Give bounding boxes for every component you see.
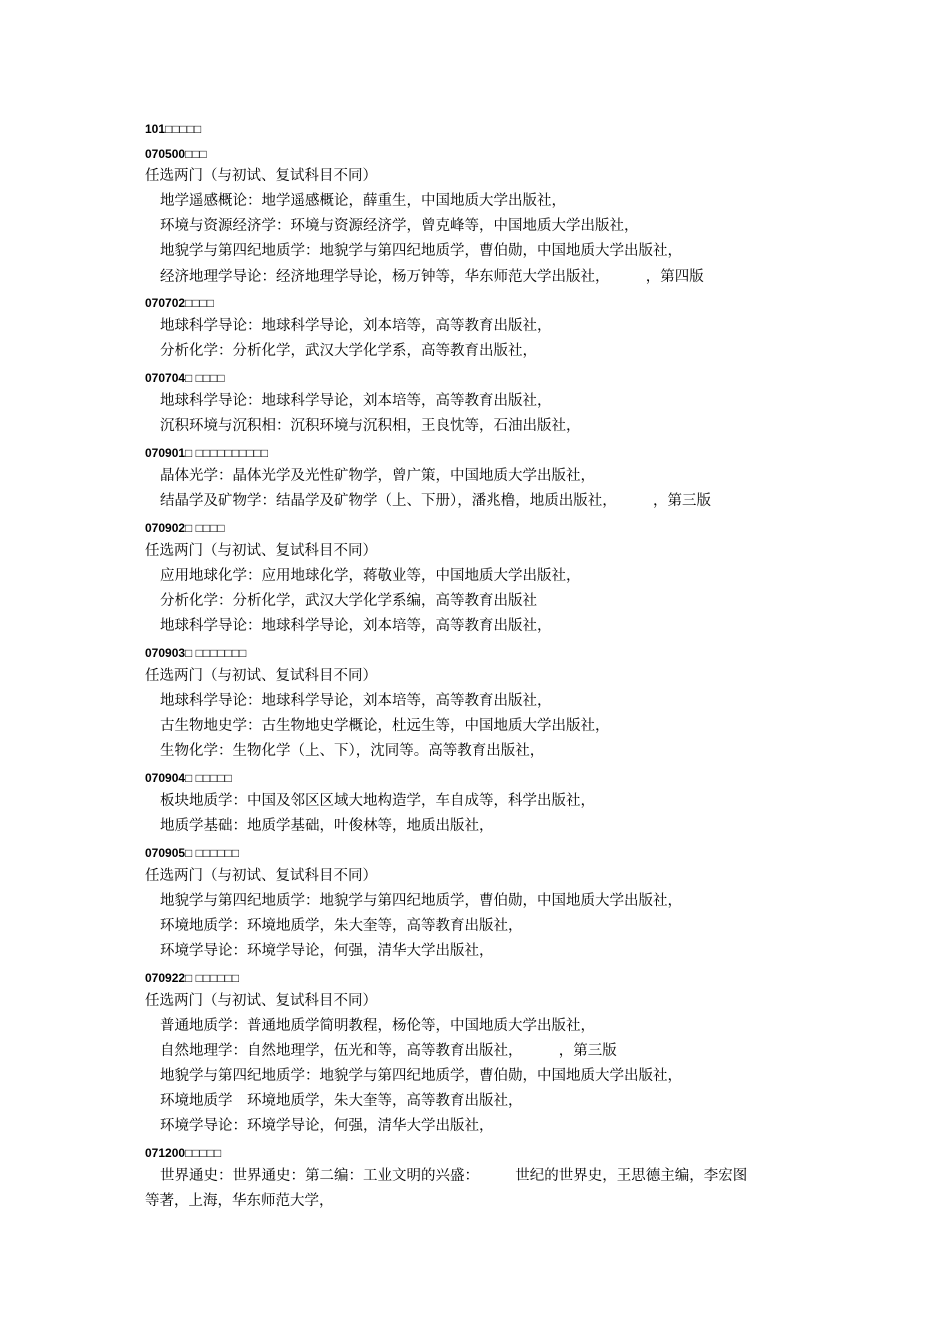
- reference-book-item: 晶体光学：晶体光学及光性矿物学，曾广策，中国地质大学出版社，: [160, 468, 595, 484]
- reference-book-item: 生物化学：生物化学（上、下），沈同等。高等教育出版社，: [160, 743, 545, 759]
- subject-code-heading: 070905□ □□□□□□: [145, 846, 240, 860]
- reference-book-item: 分析化学：分析化学，武汉大学化学系，高等教育出版社，: [160, 343, 537, 359]
- reference-book-item: 应用地球化学：应用地球化学，蒋敬业等，中国地质大学出版社，: [160, 568, 581, 584]
- reference-book-item: 环境地质学：环境地质学，朱大奎等，高等教育出版社，: [160, 918, 523, 934]
- subject-code-heading: 070901□ □□□□□□□□□□: [145, 446, 269, 460]
- reference-book-item: 普通地质学：普通地质学简明教程，杨伦等，中国地质大学出版社，: [160, 1018, 595, 1034]
- subject-code-heading: 070704□ □□□□: [145, 371, 225, 385]
- selection-note: 任选两门（与初试、复试科目不同）: [145, 168, 377, 184]
- reference-book-item: 古生物地史学：古生物地史学概论，杜远生等，中国地质大学出版社，: [160, 718, 610, 734]
- reference-book-item: 地质学基础：地质学基础，叶俊林等，地质出版社，: [160, 818, 494, 834]
- subject-code-heading: 070922□ □□□□□□: [145, 971, 240, 985]
- reference-book-item: 环境学导论：环境学导论，何强，清华大学出版社，: [160, 943, 494, 959]
- subject-code-heading: 101□□□□□: [145, 122, 202, 136]
- reference-book-item: 环境学导论：环境学导论，何强，清华大学出版社，: [160, 1118, 494, 1134]
- reference-book-item: 环境地质学 环境地质学，朱大奎等，高等教育出版社，: [160, 1093, 523, 1109]
- subject-code-heading: 070904□ □□□□□: [145, 771, 232, 785]
- reference-book-item: 地球科学导论：地球科学导论，刘本培等，高等教育出版社，: [160, 693, 552, 709]
- reference-book-item: 地貌学与第四纪地质学：地貌学与第四纪地质学，曹伯勋，中国地质大学出版社，: [160, 893, 682, 909]
- reference-book-item: 地球科学导论：地球科学导论，刘本培等，高等教育出版社，: [160, 618, 552, 634]
- subject-code-heading: 070903□ □□□□□□□: [145, 646, 247, 660]
- reference-book-item: 地貌学与第四纪地质学：地貌学与第四纪地质学，曹伯勋，中国地质大学出版社，: [160, 243, 682, 259]
- subject-code-heading: 070702□□□□: [145, 296, 215, 310]
- reference-book-item: 地学遥感概论：地学遥感概论，薛重生，中国地质大学出版社，: [160, 193, 566, 209]
- reference-book-item: 世界通史：世界通史：第二编：工业文明的兴盛： 世纪的世界史，王思德主编，李宏图: [160, 1168, 748, 1184]
- reference-book-item: 沉积环境与沉积相：沉积环境与沉积相，王良忱等，石油出版社，: [160, 418, 581, 434]
- reference-book-item: 地貌学与第四纪地质学：地貌学与第四纪地质学，曹伯勋，中国地质大学出版社，: [160, 1068, 682, 1084]
- selection-note: 任选两门（与初试、复试科目不同）: [145, 868, 377, 884]
- reference-book-item: 地球科学导论：地球科学导论，刘本培等，高等教育出版社，: [160, 318, 552, 334]
- reference-book-item: 地球科学导论：地球科学导论，刘本培等，高等教育出版社，: [160, 393, 552, 409]
- reference-book-item: 环境与资源经济学：环境与资源经济学，曾克峰等，中国地质大学出版社，: [160, 218, 639, 234]
- reference-book-item: 分析化学：分析化学，武汉大学化学系编，高等教育出版社: [160, 593, 537, 609]
- selection-note: 任选两门（与初试、复试科目不同）: [145, 993, 377, 1009]
- reference-book-item: 经济地理学导论：经济地理学导论，杨万钟等，华东师范大学出版社， ，第四版: [160, 269, 704, 285]
- subject-code-heading: 070500□□□: [145, 147, 207, 161]
- reference-book-item-continuation: 等著，上海，华东师范大学，: [145, 1193, 334, 1209]
- subject-code-heading: 070902□ □□□□: [145, 521, 225, 535]
- subject-code-heading: 071200□□□□□: [145, 1146, 222, 1160]
- reference-book-item: 自然地理学：自然地理学，伍光和等，高等教育出版社， ，第三版: [160, 1043, 617, 1059]
- selection-note: 任选两门（与初试、复试科目不同）: [145, 543, 377, 559]
- reference-book-item: 板块地质学：中国及邻区区域大地构造学，车自成等，科学出版社，: [160, 793, 595, 809]
- reference-book-item: 结晶学及矿物学：结晶学及矿物学（上、下册），潘兆橹，地质出版社， ，第三版: [160, 493, 711, 509]
- selection-note: 任选两门（与初试、复试科目不同）: [145, 668, 377, 684]
